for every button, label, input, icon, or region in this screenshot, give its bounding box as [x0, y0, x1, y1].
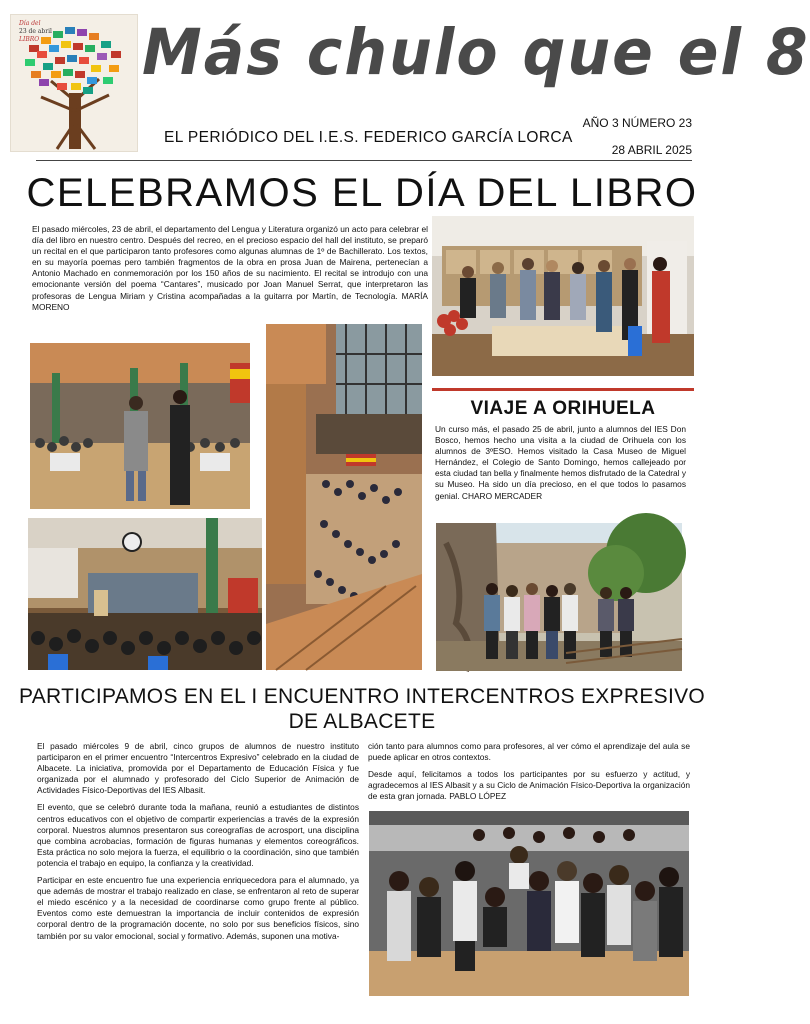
- logo-text-line2: 23 de abril: [19, 28, 52, 35]
- section-red-rule: [432, 388, 694, 391]
- article3-paragraph-5: Desde aquí, felicitamos a todos los participantes por su esfuerzo y actitud, y agradecemos al IES Albasit y a su Ciclo de Animación Físico-Deportiva la organización de esta gran jornada.: [368, 769, 690, 802]
- article1-author: MARÍA MORENO: [32, 290, 428, 312]
- article2-text: Un curso más, el pasado 25 de abril, junto a alumnos del IES Don Bosco, hemos hecho una visita a la ciudad de Orihuela con los alumnos de 3ºESO. Hemos visitado la Casa Museo de Miguel Hernández, el Colegio de Santo Domingo, hemos callejeado por esta ciudad tan bella y finalmente hemos disfrutado de la Catedral y su Museo. Ha sido un día precioso, en el que todos lo pasamos genial.: [435, 424, 686, 501]
- article3-paragraph-1: El pasado miércoles 9 de abril, cinco grupos de alumnos de nuestro instituto participaron en el primer encuentro “Intercentros Expresivo” celebrado en la ciudad de Albacete. La iniciativa, promovida por el Departamento de Educación Física y fue organizada por el alumnado y profesorado del Ciclo Superior de Animación de Actividades Físico-Deportivas del IES Albasit.: [37, 741, 359, 796]
- issue-date: 28 ABRIL 2025: [611, 143, 692, 157]
- article1-title: CELEBRAMOS EL DÍA DEL LIBRO: [26, 171, 698, 215]
- article3-title-line2: DE ALBACETE: [288, 710, 436, 733]
- logo-text-line1: Día del: [19, 20, 41, 27]
- article1-body: [32, 224, 428, 313]
- article3-paragraph-3: Participar en este encuentro fue una experiencia enriquecedora para el alumnado, ya que además de mostrar el trabajo realizado en clase, se enfrentaron al reto de superar el miedo escénico y a la necesidad de coordinarse como grupo frente al público. Eventos como este demuestran la importancia de incluir contenidos de expresión corporal dentro de la programación docente, no solo por sus beneficios físicos, sino también por su valor emocional, social y formativo. Además, suponen una motiva-: [37, 875, 359, 941]
- newspaper-title: Más chulo que el 8: [142, 16, 810, 90]
- header-divider: [36, 160, 692, 161]
- article3-paragraph-2: El evento, que se celebró durante toda la mañana, reunió a estudiantes de distintos centros educativos con el objetivo de compartir experiencias a través de la expresión corporal. Nuestros alumnos presentaron sus coreografías de acrosport, una disciplina que combina acrobacias, formación de figuras humanas y elementos coreográficos. Esta práctica no solo mejora la fuerza, el equilibrio o la coordinación, sino que también potencia el trabajo en equipo, la confianza y la creatividad.: [37, 802, 359, 868]
- photo-orihuela-group: [436, 523, 682, 671]
- article3-body-col2: [368, 741, 690, 808]
- photo-guitar-performance: [28, 518, 262, 670]
- photo-albacete-group: [369, 811, 689, 996]
- logo: [10, 14, 138, 152]
- issue-number: AÑO 3 NÚMERO 23: [582, 116, 692, 130]
- photo-recital-hall: [30, 343, 250, 509]
- article3-body-col1: [37, 741, 359, 948]
- article1-text: El pasado miércoles, 23 de abril, el departamento del Lengua y Literatura organizó un acto para celebrar el día del libro en nuestro centro. Después del recreo, en el precioso espacio del hall del instituto, se preparó un recital en el que participaron tanto profesores como algunas alumnas de 1º de Bachillerato. Los textos, en su mayoría poemas pero también fragmentos de la obra en prosa Juan de Mairena, pertenecían a Antonio Machado en conmemoración por los 150 años de su nacimiento. El recital se introdujo con una emocionante versión del poema “Cantares”, musicado por Joan Manuel Serrat, que interpretaron las profesoras de Lengua Miriam y Cristina acompañadas a la guitarra por Martín, de Tecnología.: [32, 224, 428, 301]
- article3-title-line1: PARTICIPAMOS EN EL I ENCUENTRO INTERCENTROS EXPRESIVO: [18, 685, 706, 708]
- photo-hall-aerial: [266, 324, 422, 670]
- article3-paragraph-4: ción tanto para alumnos como para profesores, al ver cómo el aprendizaje del aula se puede aplicar en otros contextos.: [368, 741, 690, 763]
- article3-author: PABLO LÓPEZ: [449, 791, 507, 802]
- article2-author: CHARO MERCADER: [461, 490, 543, 501]
- article2-title: VIAJE A ORIHUELA: [470, 398, 656, 419]
- logo-text-line3: LIBRO: [19, 36, 40, 43]
- article2-body: [435, 424, 686, 502]
- photo-teachers-group: [432, 216, 694, 376]
- newspaper-subtitle: EL PERIÓDICO DEL I.E.S. FEDERICO GARCÍA LORCA: [164, 129, 573, 146]
